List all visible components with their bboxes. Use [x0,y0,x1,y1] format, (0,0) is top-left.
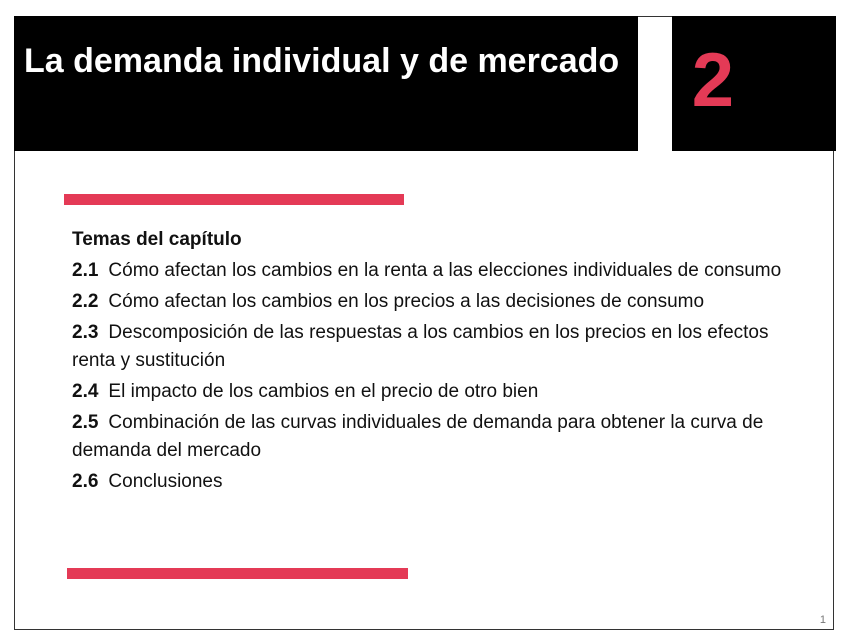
chapter-title: La demanda individual y de mercado [24,42,620,80]
accent-bar-bottom [67,568,408,579]
topics-heading: Temas del capítulo [72,229,242,250]
topic-item [72,288,792,316]
topic-number: 2.5 [72,412,99,433]
topic-text: Conclusiones [108,471,223,492]
topic-item [72,468,792,496]
topic-text: Cómo afectan los cambios en los precios a las decisiones de consumo [108,291,705,312]
topic-item [72,319,792,375]
topic-item [72,257,792,285]
chapter-number: 2 [691,38,734,123]
topic-text: Cómo afectan los cambios en la renta a las elecciones individuales de consumo [108,260,782,281]
topic-text: El impacto de los cambios en el precio de otro bien [108,381,539,402]
topic-text: Descomposición de las respuestas a los cambios en los precios en los efectos renta y sustitución [72,322,769,371]
topic-number: 2.4 [72,381,99,402]
topic-text: Combinación de las curvas individuales de demanda para obtener la curva de demanda del mercado [72,412,764,461]
topic-item [72,409,792,465]
topics-section [72,226,792,496]
topic-number: 2.1 [72,260,99,281]
accent-bar-top [64,194,404,205]
topic-number: 2.2 [72,291,99,312]
page-number: 1 [819,614,826,626]
topic-number: 2.3 [72,322,99,343]
topic-item [72,378,792,406]
topic-number: 2.6 [72,471,99,492]
